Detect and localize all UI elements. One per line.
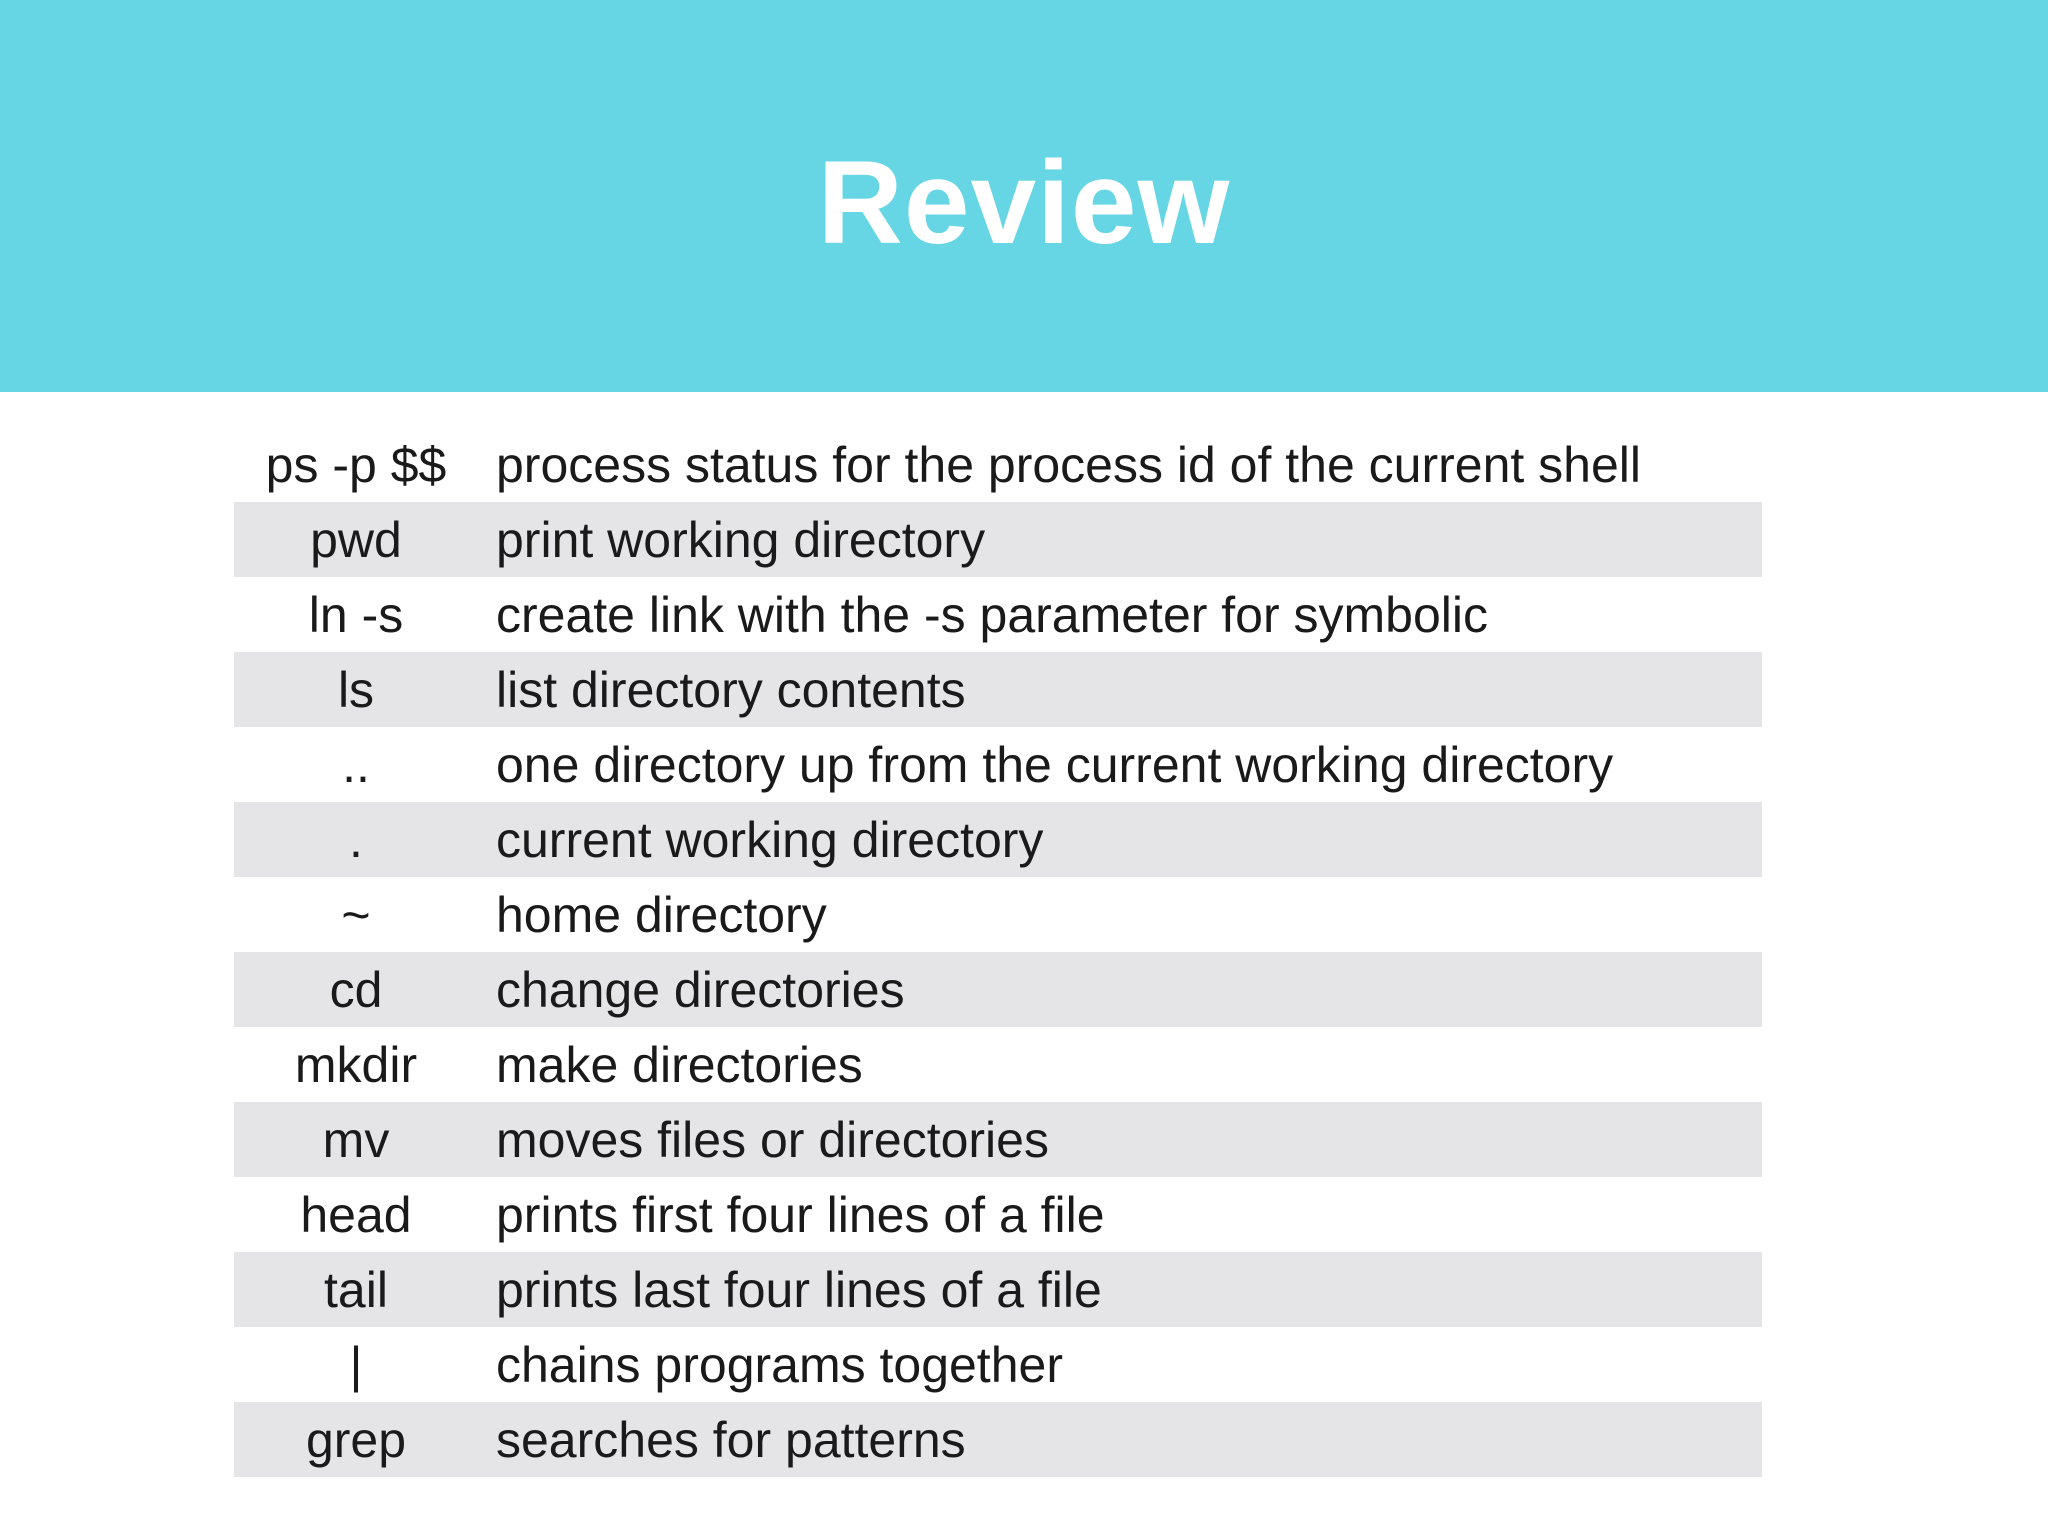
command-cell: tail [324, 1261, 388, 1318]
description-cell: chains programs together [496, 1336, 1063, 1393]
description-cell: moves files or directories [496, 1111, 1049, 1168]
description-cell: home directory [496, 886, 827, 943]
table-row [234, 1252, 1762, 1327]
table-row [234, 1327, 1762, 1402]
table-row [234, 727, 1762, 802]
command-cell: . [349, 811, 363, 868]
command-cell: | [349, 1336, 363, 1393]
table-row [234, 652, 1762, 727]
description-cell: one directory up from the current working directory [496, 736, 1614, 793]
command-cell: head [300, 1186, 412, 1243]
description-cell: searches for patterns [496, 1411, 966, 1468]
command-cell: grep [305, 1411, 407, 1468]
command-cell: pwd [310, 511, 402, 568]
table-row [234, 1177, 1762, 1252]
table-row [234, 802, 1762, 877]
slide-title: Review [817, 137, 1231, 269]
description-cell: prints first four lines of a file [496, 1186, 1105, 1243]
table-row [234, 427, 1762, 502]
description-cell: process status for the process id of the current shell [496, 436, 1641, 493]
command-cell: ~ [341, 886, 371, 943]
description-cell: create link with the -s parameter for symbolic [496, 586, 1489, 643]
command-cell: ls [337, 661, 375, 718]
table-row [234, 1027, 1762, 1102]
table-row [234, 877, 1762, 952]
command-cell: mkdir [294, 1036, 418, 1093]
description-cell: prints last four lines of a file [496, 1261, 1102, 1318]
description-cell: list directory contents [496, 661, 966, 718]
command-cell: ps -p $$ [265, 436, 447, 493]
command-cell: cd [329, 961, 383, 1018]
description-cell: current working directory [496, 811, 1044, 868]
command-table [234, 427, 1762, 1477]
table-row [234, 502, 1762, 577]
title-banner [0, 0, 2048, 392]
table-row [234, 577, 1762, 652]
description-cell: print working directory [496, 511, 986, 568]
table-row [234, 1102, 1762, 1177]
command-cell: ln -s [308, 586, 404, 643]
table-row [234, 1402, 1762, 1477]
description-cell: make directories [496, 1036, 863, 1093]
command-cell: .. [342, 736, 370, 793]
table-row [234, 952, 1762, 1027]
command-cell: mv [322, 1111, 390, 1168]
description-cell: change directories [496, 961, 905, 1018]
